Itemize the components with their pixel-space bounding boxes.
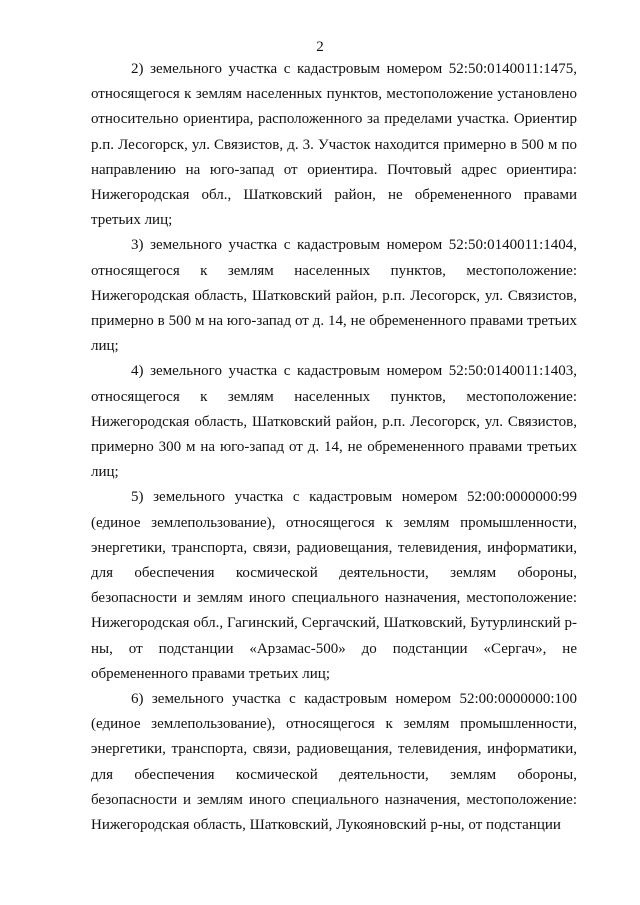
paragraph-item-5: 5) земельного участка с кадастровым номером 52:00:0000000:99 (единое землепользование), относящегося к землям промышленности, энергетики, транспорта, связи, радиовещания, телевидения, информатики, для обеспечения космической деятельности, землям обороны, безопасности и землям иного специального назначения, местоположение: Нижегородская обл., Гагинский, Сергачский, Шатковский, Бутурлинский р-ны, от подстанции «Арзамас-500» до подстанции «Сергач», не обремененного правами третьих лиц; [91,489,577,682]
paragraph-item-4: 4) земельного участка с кадастровым номером 52:50:0140011:1403, относящегося к землям населенных пунктов, местоположение: Нижегородская область, Шатковский район, р.п. Лесогорск, ул. Связистов, примерно 300 м на юго-запад от д. 14, не обремененного правами третьих лиц; [91,363,577,481]
page-number: 2 [316,39,324,55]
paragraph-item-6: 6) земельного участка с кадастровым номером 52:00:0000000:100 (единое землепользование), относящегося к землям промышленности, энергетики, транспорта, связи, радиовещания, телевидения, информатики, для обеспечения космической деятельности, землям обороны, безопасности и землям иного специального назначения, местоположение: Нижегородская область, Шатковский, Лукояновский р-ны, от подстанции [91,691,577,834]
paragraph-item-3: 3) земельного участка с кадастровым номером 52:50:0140011:1404, относящегося к землям населенных пунктов, местоположение: Нижегородская область, Шатковский район, р.п. Лесогорск, ул. Связистов, примерно в 500 м на юго-запад от д. 14, не обремененного правами третьих лиц; [91,237,577,355]
document-body [91,57,577,838]
paragraph-item-2: 2) земельного участка с кадастровым номером 52:50:0140011:1475, относящегося к землям населенных пунктов, местоположение установлено относительно ориентира, расположенного за пределами участка. Ориентир р.п. Лесогорск, ул. Связистов, д. 3. Участок находится примерно в 500 м по направлению на юго-запад от ориентира. Почтовый адрес ориентира: Нижегородская обл., Шатковский район, не обремененного правами третьих лиц; [91,61,577,229]
